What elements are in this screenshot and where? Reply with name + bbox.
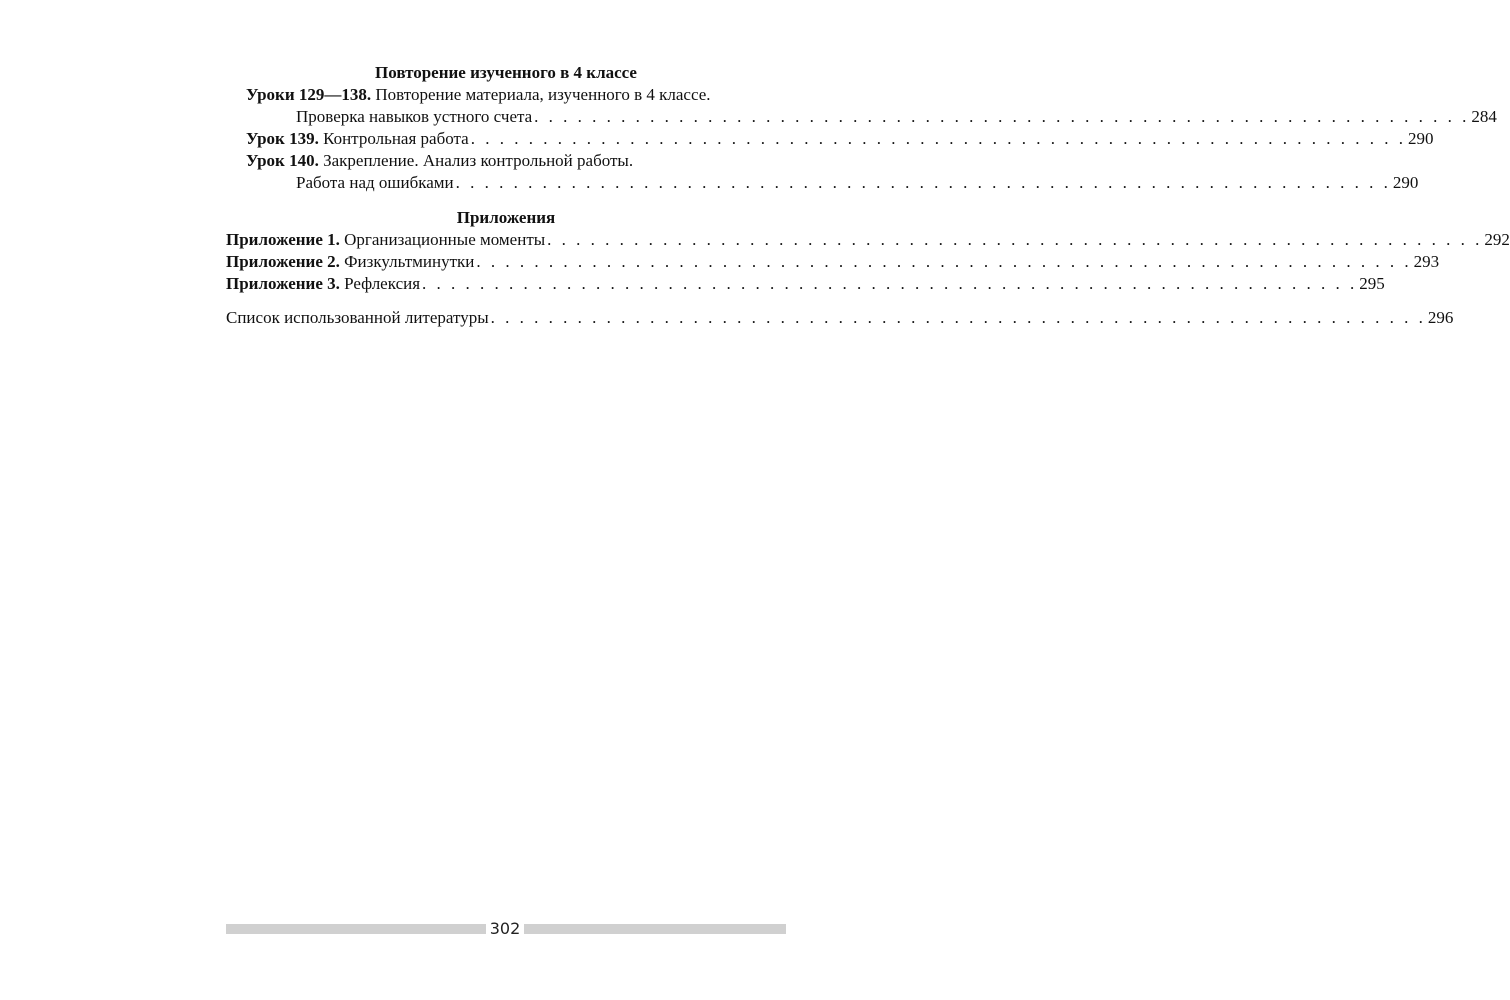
toc-entry-lesson-139[interactable] [226,128,1434,150]
section-heading-appendices: Приложения [456,208,556,227]
toc-page-number: 293 [1413,252,1440,271]
toc-entry-lesson-140[interactable] [226,150,786,172]
toc-entry-appendix-3[interactable] [226,273,1385,295]
dot-leader: . . . . . . . . . . . . . . . . . . . . . . . . . . . . . . . . . . . . . . . . . . . . . . . . . . . . . . . . . . . . . . . . . [547,230,1483,249]
toc-page-number: 290 [1407,129,1434,148]
spacer [226,295,786,307]
toc-page-number: 296 [1427,308,1454,327]
toc-entry-label: Уроки 129—138. [246,85,372,104]
toc-entry-bibliography[interactable] [226,307,1454,329]
dot-leader: . . . . . . . . . . . . . . . . . . . . . . . . . . . . . . . . . . . . . . . . . . . . . . . . . . . . . . . . . . . . . . . . . [490,308,1426,327]
dot-leader: . . . . . . . . . . . . . . . . . . . . . . . . . . . . . . . . . . . . . . . . . . . . . . . . . . . . . . . . . . . . . . . . . [455,173,1391,192]
toc-page-number: 292 [1484,230,1510,249]
toc-page-number: 290 [1392,173,1419,192]
page-number: 302 [489,919,521,938]
footer-bar-left [226,924,486,934]
toc-entry-label: Приложение 1. [226,230,340,249]
toc-entry-title: Закрепление. Анализ контрольной работы. [318,151,634,170]
toc-entry-lesson-140-continued[interactable] [226,172,1419,194]
toc-entry-title: Работа над ошибками [296,173,454,192]
toc-entry-lessons-129-138[interactable] [226,84,786,106]
dot-leader: . . . . . . . . . . . . . . . . . . . . . . . . . . . . . . . . . . . . . . . . . . . . . . . . . . . . . . . . . . . . . . . . . [476,252,1412,271]
table-of-contents [226,62,1510,329]
toc-entry-label: Приложение 2. [226,252,340,271]
toc-page-number: 284 [1471,107,1497,126]
dot-leader: . . . . . . . . . . . . . . . . . . . . . . . . . . . . . . . . . . . . . . . . . . . . . . . . . . . . . . . . . . . . . . . . . [534,107,1470,126]
toc-page-number: 295 [1359,274,1385,293]
toc-entry-appendix-1[interactable] [226,229,1510,251]
toc-entry-appendix-2[interactable] [226,251,1440,273]
toc-entry-title: Контрольная работа [318,129,469,148]
toc-entry-label: Урок 139. [246,129,319,148]
dot-leader: . . . . . . . . . . . . . . . . . . . . . . . . . . . . . . . . . . . . . . . . . . . . . . . . . . . . . . . . . . . . . . . . . [470,129,1406,148]
section-heading-review: Повторение изученного в 4 классе [375,63,637,82]
footer-bar-right [524,924,786,934]
toc-entry-lessons-129-138-continued[interactable] [226,106,1497,128]
toc-entry-title: Проверка навыков устного счета [296,107,533,126]
toc-entry-title: Рефлексия [339,274,421,293]
page-footer [226,918,786,940]
toc-entry-label: Приложение 3. [226,274,340,293]
dot-leader: . . . . . . . . . . . . . . . . . . . . . . . . . . . . . . . . . . . . . . . . . . . . . . . . . . . . . . . . . . . . . . . . . [422,274,1358,293]
toc-entry-title: Список использованной литературы [226,308,489,327]
toc-entry-title: Физкультминутки [339,252,475,271]
toc-entry-title: Повторение материала, изученного в 4 классе. [371,85,711,104]
toc-entry-label: Урок 140. [246,151,319,170]
toc-entry-title: Организационные моменты [339,230,546,249]
